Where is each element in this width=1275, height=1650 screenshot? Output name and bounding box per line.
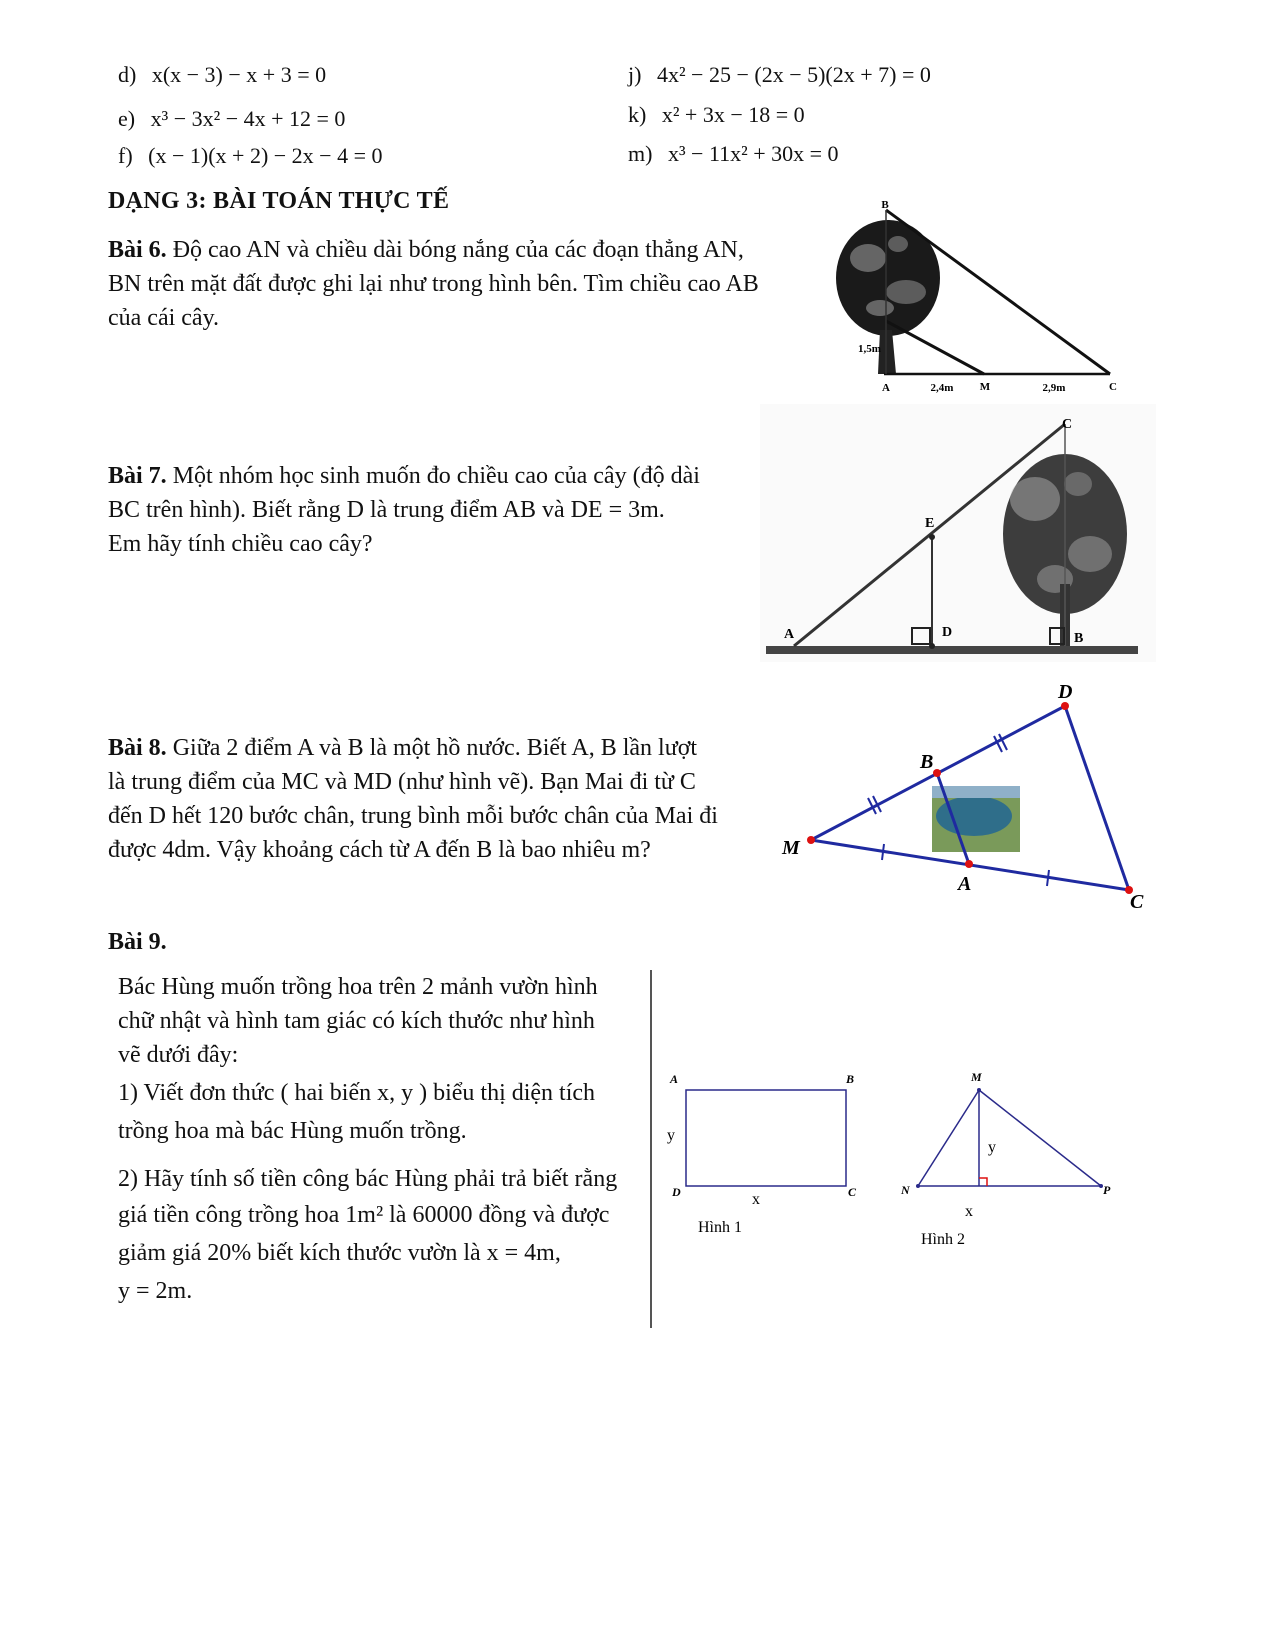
label-a: A <box>784 627 795 642</box>
text-line: là trung điểm của MC và MD (như hình vẽ). Bạn Mai đi từ C <box>108 769 696 795</box>
equation-label: m) <box>628 141 653 166</box>
ground-line <box>766 646 1138 654</box>
equation-label: j) <box>628 62 642 87</box>
section-title: DẠNG 3: BÀI TOÁN THỰC TẾ <box>108 188 450 214</box>
label-am: 2,4m <box>930 382 954 394</box>
point-b <box>933 769 941 777</box>
figure-rectangle <box>662 1068 872 1248</box>
right-angle-mark <box>979 1178 987 1186</box>
equation-expression: (x − 1)(x + 2) − 2x − 4 = 0 <box>148 143 383 168</box>
equation-label: e) <box>118 106 136 131</box>
label-d: D <box>672 1185 681 1199</box>
caption-hinh-2: Hình 2 <box>921 1231 965 1248</box>
text-line: Một nhóm học sinh muốn đo chiều cao của cây (độ dài <box>172 463 700 489</box>
equation-label: d) <box>118 62 137 87</box>
problem-label: Bài 9. <box>108 929 167 955</box>
label-e: E <box>925 516 935 531</box>
point-m <box>807 836 815 844</box>
label-b: B <box>881 199 889 211</box>
label-m: M <box>979 381 991 393</box>
figure-tree-shadow <box>828 196 1138 406</box>
problem-8-text <box>108 731 768 867</box>
rectangle-abcd <box>686 1090 846 1186</box>
equation-expression: x² + 3x − 18 = 0 <box>661 102 805 127</box>
equation-label: f) <box>118 143 133 168</box>
label-b: B <box>1074 631 1084 646</box>
point-e <box>929 534 935 540</box>
problem-6-text <box>108 233 808 335</box>
text-line: vẽ dưới đây: <box>118 1042 239 1068</box>
column-divider <box>650 970 652 1328</box>
text-line: BN trên mặt đất được ghi lại như trong hình bên. Tìm chiều cao AB <box>108 271 759 297</box>
label-a: A <box>958 873 972 895</box>
point-n <box>916 1184 920 1188</box>
equation-label: k) <box>628 102 647 127</box>
text-line: của cái cây. <box>108 305 220 331</box>
equation-j <box>628 62 931 88</box>
text-line: đến D hết 120 bước chân, trung bình mỗi bước chân của Mai đi <box>108 803 718 829</box>
label-m: M <box>782 837 800 859</box>
text-line: giá tiền công trồng hoa 1m² là 60000 đồng và được <box>118 1202 610 1228</box>
equation-expression: x(x − 3) − x + 3 = 0 <box>151 62 327 87</box>
label-n: N <box>901 1183 910 1197</box>
text-line: Giữa 2 điểm A và B là một hồ nước. Biết A, B lần lượt <box>172 735 698 761</box>
text-line: 1) Viết đơn thức ( hai biến x, y ) biểu thị diện tích <box>118 1080 596 1106</box>
problem-9-text <box>118 970 643 1308</box>
label-mc: 2,9m <box>1042 382 1066 394</box>
equation-k <box>628 102 805 128</box>
equation-expression: x³ − 11x² + 30x = 0 <box>667 141 839 166</box>
text-line: Độ cao AN và chiều dài bóng nắng của các đoạn thẳng AN, <box>172 237 744 263</box>
label-b: B <box>920 751 934 773</box>
text-line: BC trên hình). Biết rằng D là trung điểm AB và DE = 3m. <box>108 497 665 523</box>
text-line: được 4dm. Vậy khoảng cách từ A đến B là bao nhiêu m? <box>108 837 651 863</box>
equation-expression: x³ − 3x² − 4x + 12 = 0 <box>150 106 346 131</box>
segment-nm <box>918 1090 979 1186</box>
segment-dc <box>1065 706 1129 890</box>
label-a: A <box>882 382 890 394</box>
label-y: y <box>988 1139 996 1156</box>
equation-m <box>628 141 839 167</box>
figure-triangle <box>895 1066 1125 1256</box>
label-m: M <box>971 1070 982 1084</box>
label-y: y <box>667 1127 675 1144</box>
label-b: B <box>846 1072 855 1086</box>
text-line: Bác Hùng muốn trồng hoa trên 2 mảnh vườn hình <box>118 974 598 1000</box>
label-x: x <box>752 1191 760 1208</box>
point-a <box>965 860 973 868</box>
label-c: C <box>1062 417 1073 432</box>
problem-7-text <box>108 459 748 561</box>
text-line: giảm giá 20% biết kích thước vườn là x = 4m, <box>118 1240 561 1266</box>
problem-label: Bài 7. <box>108 463 167 489</box>
label-x: x <box>965 1203 973 1220</box>
text-line: y = 2m. <box>118 1278 193 1304</box>
label-height: 1,5m <box>858 343 881 355</box>
figure-lake <box>776 676 1166 916</box>
equation-d <box>118 62 326 88</box>
label-p: P <box>1103 1183 1111 1197</box>
label-c: C <box>1130 891 1144 913</box>
label-d: D <box>942 625 953 640</box>
figure-tree-measure <box>760 404 1156 662</box>
problem-9-title <box>108 925 167 959</box>
equation-f <box>118 143 383 169</box>
point-d <box>1061 702 1069 710</box>
text-line: 2) Hãy tính số tiền công bác Hùng phải trả biết rằng <box>118 1166 618 1192</box>
text-line: trồng hoa mà bác Hùng muốn trồng. <box>118 1118 467 1144</box>
segment-nm <box>886 321 984 374</box>
equation-expression: 4x² − 25 − (2x − 5)(2x + 7) = 0 <box>656 62 931 87</box>
text-line: Em hãy tính chiều cao cây? <box>108 531 373 557</box>
equation-e <box>118 106 345 132</box>
label-a: A <box>670 1072 679 1086</box>
text-line: chữ nhật và hình tam giác có kích thước như hình <box>118 1008 595 1034</box>
label-d: D <box>1058 681 1073 703</box>
problem-label: Bài 6. <box>108 237 167 263</box>
segment-mp <box>979 1090 1101 1186</box>
point-m <box>977 1088 981 1092</box>
label-c: C <box>1109 381 1117 393</box>
caption-hinh-1: Hình 1 <box>698 1219 742 1236</box>
problem-label: Bài 8. <box>108 735 167 761</box>
label-c: C <box>848 1185 857 1199</box>
